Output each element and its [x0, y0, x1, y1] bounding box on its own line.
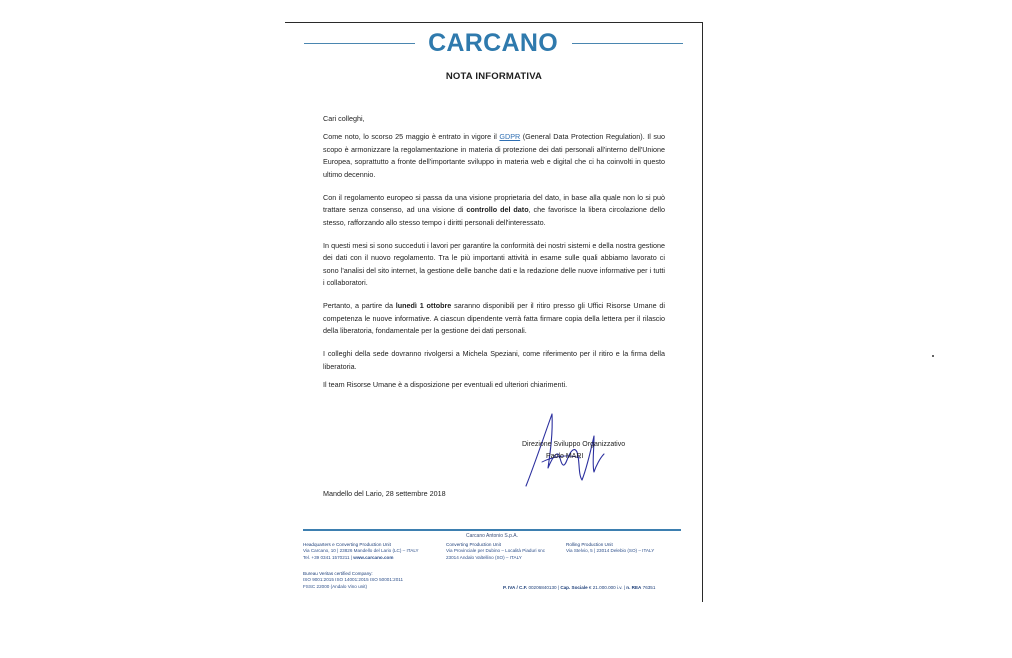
- signature-role: Direzione Sviluppo Organizzativo: [522, 441, 626, 448]
- footer-rolling-unit: [566, 542, 654, 555]
- paragraph-text: Con il regolamento europeo si passa da una visione proprietaria del dato, in base alla quale non lo si può trattare senza consenso, ad una visione di: [323, 192, 665, 214]
- brand-logo: CARCANO: [428, 29, 558, 57]
- header-rule-left: [304, 43, 415, 44]
- paragraph-text: (General Data Protection Regulation). Il suo scopo è armonizzare la regolamentazione in materia di protezione dei dati personali all'interno dell'Unione Europea, soprattutto a fronte dell'importante sviluppo in materia web e digital che ci ha coinvolti in questo ultimo decennio.: [323, 132, 665, 179]
- footer-heading: Rolling Production Unit: [566, 542, 613, 547]
- footer-rule: [303, 529, 681, 531]
- footer-fiscal-info: [503, 585, 655, 591]
- footer-contact: [303, 555, 419, 561]
- paragraph-text: , che favorisce la libera circolazione dello stesso, rafforzando allo stesso tempo i diritti personali dell'interessato.: [323, 205, 665, 227]
- footer-phone: Tel. +39 0341 1570211 |: [303, 554, 354, 560]
- fiscal-label: n. REA: [626, 585, 642, 590]
- footer-address: Via Stelvio, 5 | 23014 Delebio (SO) – ITALY: [566, 548, 655, 554]
- header-rule-right: [572, 43, 683, 44]
- paragraph-availability: [323, 300, 665, 338]
- paragraph-text: Come noto, lo scorso 25 maggio è entrato in vigore il: [323, 132, 500, 141]
- paragraph-text: saranno disponibili per il ritiro presso gli Uffici Risorse Umane di competenza le nuove informative. A ciascun dipendente verrà fatta firmare copia della lettera per il rilascio della liberatoria, fondamentale per la gestione dei dati personali.: [323, 301, 665, 335]
- paragraph-contact: I colleghi della sede dovranno rivolgersi a Michela Speziani, come riferimento per il ritiro e la firma della liberatoria.: [323, 349, 665, 371]
- paragraph-gdpr: [323, 131, 665, 181]
- fiscal-label: Cap. Sociale: [560, 585, 588, 590]
- letter-body: [323, 131, 665, 384]
- paragraph-works: In questi mesi si sono succeduti i lavori per garantire la conformità dei nostri sistemi e della nostra gestione dei dati con il nuovo regolamento. Tra le più importanti attività in esame sulle quali abbiamo lavorato ci sono l'analisi del sito internet, la gestione delle banche dati e la redazione delle nuove informative per i tutti i collaboratori.: [323, 240, 665, 287]
- footer-heading: Converting Production Unit: [446, 542, 501, 547]
- website-link[interactable]: www.carcano.com: [353, 554, 394, 560]
- team-note: Il team Risorse Umane è a disposizione per eventuali ed ulteriori chiarimenti.: [323, 380, 568, 389]
- bold-text: lunedì 1 ottobre: [395, 301, 452, 310]
- fiscal-value: 76351: [641, 585, 656, 590]
- stray-dot: [932, 355, 934, 357]
- document-title: NOTA INFORMATIVA: [445, 71, 543, 82]
- footer-heading: Headquarters e Converting Production Unit: [303, 542, 391, 547]
- footer-company: Carcano Antonio S.p.A.: [466, 533, 518, 539]
- fiscal-label: P. IVA / C.F.: [503, 585, 528, 590]
- signature-name: Paolo MARI: [546, 453, 584, 460]
- fiscal-value: € 21.000.000 i.v. |: [587, 585, 627, 590]
- footer-headquarters: [303, 542, 419, 561]
- greeting: Cari colleghi,: [323, 114, 365, 123]
- footer-certifications: [303, 571, 403, 590]
- signature-block: [522, 439, 625, 463]
- paragraph-regulation: [323, 192, 665, 230]
- footer-address: Via Provinciale per Dubino – Località Piaduri snc: [446, 548, 545, 554]
- footer-heading: Bureau Veritas certified Company:: [303, 571, 373, 576]
- footer-converting-unit: [446, 542, 545, 561]
- place-date: Mandello del Lario, 28 settembre 2018: [323, 489, 446, 498]
- certification-list: FSSC 22000 (Andalo Vino unit): [303, 583, 368, 589]
- bold-text: controllo del dato: [466, 205, 529, 214]
- gdpr-link[interactable]: GDPR: [499, 132, 521, 141]
- certification-list: ISO 9001:2015 ISO 14001:2015 ISO 50001:2011: [303, 577, 404, 583]
- footer-address: 23014 Andalo Valtellino (SO) – ITALY: [446, 554, 522, 560]
- fiscal-value: 00206840130 |: [527, 585, 561, 590]
- footer-address: Via Carcano, 10 | 23826 Mandello del Lario (LC) – ITALY: [303, 548, 419, 554]
- paragraph-text: Pertanto, a partire da: [323, 301, 396, 310]
